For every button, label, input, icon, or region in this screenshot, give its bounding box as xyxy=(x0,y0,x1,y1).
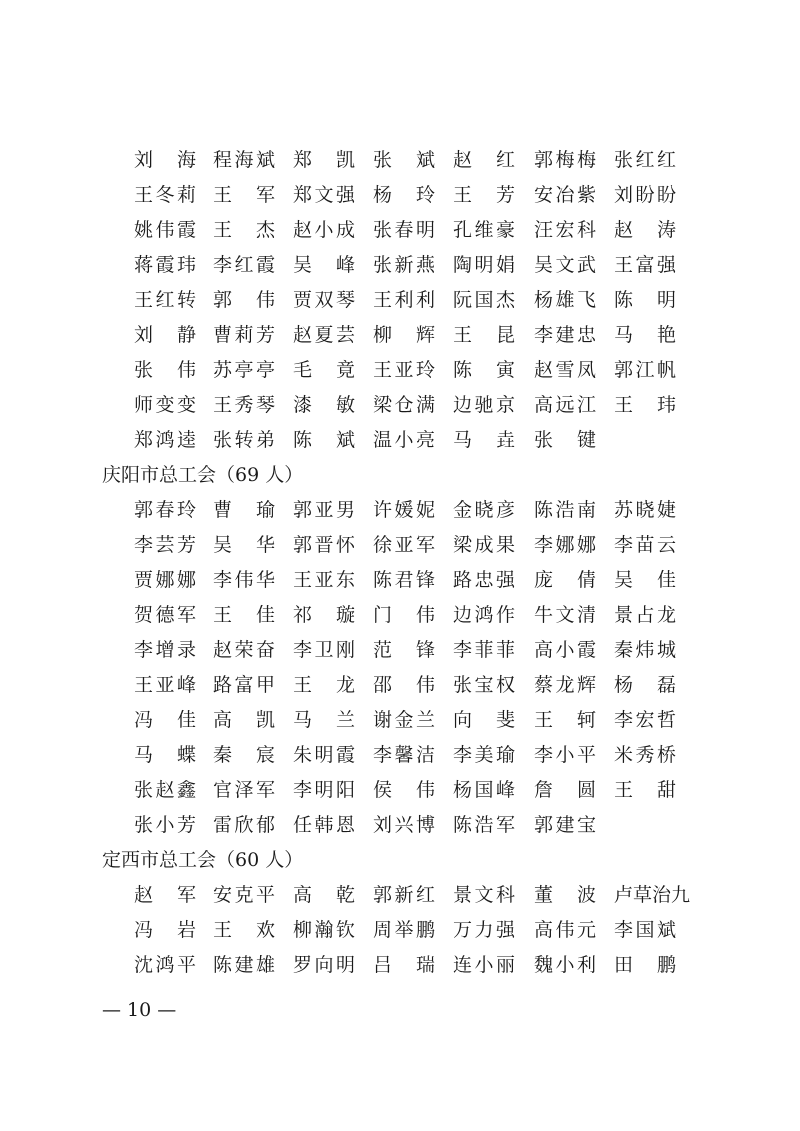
person-name: 贺德军 xyxy=(134,604,196,626)
person-name: 柳 辉 xyxy=(373,324,435,346)
person-name: 王 昆 xyxy=(453,324,515,346)
person-name: 李宏哲 xyxy=(614,709,676,731)
name-row xyxy=(0,353,800,388)
person-name: 王 龙 xyxy=(293,674,355,696)
person-name: 陈 明 xyxy=(614,289,676,311)
person-name: 马 蝶 xyxy=(134,744,196,766)
person-name: 吴文武 xyxy=(534,254,596,276)
name-row xyxy=(0,668,800,703)
person-name: 姚伟霞 xyxy=(134,219,196,241)
person-name: 陈建雄 xyxy=(213,954,275,976)
person-name: 王 玮 xyxy=(614,394,676,416)
name-row xyxy=(0,878,800,913)
person-name: 詹 圆 xyxy=(534,779,596,801)
name-row xyxy=(0,598,800,633)
person-name: 边驰京 xyxy=(453,394,515,416)
name-row xyxy=(0,213,800,248)
person-name: 田 鹏 xyxy=(614,954,676,976)
person-name: 李苗云 xyxy=(614,534,676,556)
name-row xyxy=(0,808,800,843)
person-name: 李增录 xyxy=(134,639,196,661)
person-name: 赵夏芸 xyxy=(293,324,355,346)
person-name: 刘兴博 xyxy=(373,814,435,836)
person-name: 吴 佳 xyxy=(614,569,676,591)
person-name: 孔维豪 xyxy=(453,219,515,241)
person-name: 刘盼盼 xyxy=(614,184,676,206)
name-row xyxy=(0,388,800,423)
person-name: 魏小利 xyxy=(534,954,596,976)
person-name: 李红霞 xyxy=(213,254,275,276)
person-name: 赵荣奋 xyxy=(213,639,275,661)
person-name: 李芸芳 xyxy=(134,534,196,556)
person-name: 柳瀚钦 xyxy=(293,919,355,941)
name-row xyxy=(0,528,800,563)
person-name: 高伟元 xyxy=(534,919,596,941)
person-name: 刘 静 xyxy=(134,324,196,346)
person-name: 吴 华 xyxy=(213,534,275,556)
person-name: 李明阳 xyxy=(293,779,355,801)
person-name: 高远江 xyxy=(534,394,596,416)
person-name: 王亚峰 xyxy=(134,674,196,696)
person-name: 卢草治九 xyxy=(614,884,691,906)
person-name: 张小芳 xyxy=(134,814,196,836)
person-name: 张赵鑫 xyxy=(134,779,196,801)
person-name: 马 艳 xyxy=(614,324,676,346)
person-name: 门 伟 xyxy=(373,604,435,626)
person-name: 许媛妮 xyxy=(373,499,435,521)
person-name: 杨 磊 xyxy=(614,674,676,696)
name-list xyxy=(0,143,800,458)
name-row xyxy=(0,913,800,948)
person-name: 张宝权 xyxy=(453,674,515,696)
person-name: 李美瑜 xyxy=(453,744,515,766)
person-name: 王 杰 xyxy=(213,219,275,241)
person-name: 王红转 xyxy=(134,289,196,311)
person-name: 郭江帆 xyxy=(614,359,676,381)
person-name: 李馨洁 xyxy=(373,744,435,766)
person-name: 徐亚军 xyxy=(373,534,435,556)
person-name: 高 凯 xyxy=(213,709,275,731)
person-name: 蒋霞玮 xyxy=(134,254,196,276)
person-name: 王 甜 xyxy=(614,779,676,801)
name-list xyxy=(0,493,800,843)
person-name: 王亚玲 xyxy=(373,359,435,381)
name-list xyxy=(0,878,800,983)
person-name: 高 乾 xyxy=(293,884,355,906)
person-name: 李建忠 xyxy=(534,324,596,346)
person-name: 郭建宝 xyxy=(534,814,596,836)
person-name: 吴 峰 xyxy=(293,254,355,276)
person-name: 冯 岩 xyxy=(134,919,196,941)
person-name: 郭晋怀 xyxy=(293,534,355,556)
person-name: 张新燕 xyxy=(373,254,435,276)
person-name: 侯 伟 xyxy=(373,779,435,801)
person-name: 吕 瑞 xyxy=(373,954,435,976)
name-row xyxy=(0,143,800,178)
person-name: 马 兰 xyxy=(293,709,355,731)
person-name: 边鸿作 xyxy=(453,604,515,626)
person-name: 梁仓满 xyxy=(373,394,435,416)
person-name: 郑 凯 xyxy=(293,149,355,171)
name-row xyxy=(0,493,800,528)
person-name: 路忠强 xyxy=(453,569,515,591)
person-name: 阮国杰 xyxy=(453,289,515,311)
person-name: 张红红 xyxy=(614,149,676,171)
person-name: 万力强 xyxy=(453,919,515,941)
person-name: 高小霞 xyxy=(534,639,596,661)
name-row xyxy=(0,423,800,458)
person-name: 郑文强 xyxy=(293,184,355,206)
person-name: 郭梅梅 xyxy=(534,149,596,171)
name-row xyxy=(0,738,800,773)
person-name: 罗向明 xyxy=(293,954,355,976)
person-name: 安冶紫 xyxy=(534,184,596,206)
person-name: 米秀桥 xyxy=(614,744,676,766)
person-name: 李伟华 xyxy=(213,569,275,591)
person-name: 董 波 xyxy=(534,884,596,906)
person-name: 毛 竟 xyxy=(293,359,355,381)
name-row xyxy=(0,948,800,983)
person-name: 陈浩南 xyxy=(534,499,596,521)
page-number: — 10 — xyxy=(102,999,177,1021)
person-name: 曹 瑜 xyxy=(213,499,275,521)
name-row xyxy=(0,178,800,213)
person-name: 郭 伟 xyxy=(213,289,275,311)
person-name: 赵小成 xyxy=(293,219,355,241)
person-name: 沈鸿平 xyxy=(134,954,196,976)
person-name: 王亚东 xyxy=(293,569,355,591)
person-name: 秦炜城 xyxy=(614,639,676,661)
person-name: 漆 敏 xyxy=(293,394,355,416)
name-row xyxy=(0,283,800,318)
person-name: 谢金兰 xyxy=(373,709,435,731)
name-row xyxy=(0,773,800,808)
person-name: 陈浩军 xyxy=(453,814,515,836)
person-name: 温小亮 xyxy=(373,429,435,451)
name-row xyxy=(0,318,800,353)
person-name: 郭春玲 xyxy=(134,499,196,521)
person-name: 庞 倩 xyxy=(534,569,596,591)
person-name: 赵 军 xyxy=(134,884,196,906)
person-name: 向 斐 xyxy=(453,709,515,731)
person-name: 李小平 xyxy=(534,744,596,766)
person-name: 景占龙 xyxy=(614,604,676,626)
person-name: 赵 红 xyxy=(453,149,515,171)
person-name: 梁成果 xyxy=(453,534,515,556)
person-name: 王 欢 xyxy=(213,919,275,941)
name-row xyxy=(0,563,800,598)
person-name: 李菲菲 xyxy=(453,639,515,661)
person-name: 郭新红 xyxy=(373,884,435,906)
person-name: 贾娜娜 xyxy=(134,569,196,591)
person-name: 张 伟 xyxy=(134,359,196,381)
person-name: 蔡龙辉 xyxy=(534,674,596,696)
person-name: 冯 佳 xyxy=(134,709,196,731)
person-name: 陶明娟 xyxy=(453,254,515,276)
person-name: 王 轲 xyxy=(534,709,596,731)
person-name: 任韩恩 xyxy=(293,814,355,836)
person-name: 王 军 xyxy=(213,184,275,206)
person-name: 马 垚 xyxy=(453,429,515,451)
person-name: 张 斌 xyxy=(373,149,435,171)
person-name: 赵雪凤 xyxy=(534,359,596,381)
person-name: 杨国峰 xyxy=(453,779,515,801)
person-name: 陈 斌 xyxy=(293,429,355,451)
person-name: 贾双琴 xyxy=(293,289,355,311)
person-name: 王富强 xyxy=(614,254,676,276)
person-name: 王利利 xyxy=(373,289,435,311)
name-row xyxy=(0,248,800,283)
person-name: 祁 璇 xyxy=(293,604,355,626)
person-name: 李国斌 xyxy=(614,919,676,941)
person-name: 杨雄飞 xyxy=(534,289,596,311)
person-name: 杨 玲 xyxy=(373,184,435,206)
person-name: 秦 宸 xyxy=(213,744,275,766)
name-row xyxy=(0,703,800,738)
person-name: 曹莉芳 xyxy=(213,324,275,346)
person-name: 牛文清 xyxy=(534,604,596,626)
person-name: 张春明 xyxy=(373,219,435,241)
person-name: 景文科 xyxy=(453,884,515,906)
person-name: 王 佳 xyxy=(213,604,275,626)
name-row xyxy=(0,633,800,668)
person-name: 范 锋 xyxy=(373,639,435,661)
person-name: 苏亭亭 xyxy=(213,359,275,381)
person-name: 朱明霞 xyxy=(293,744,355,766)
person-name: 汪宏科 xyxy=(534,219,596,241)
person-name: 赵 涛 xyxy=(614,219,676,241)
person-name: 张转弟 xyxy=(213,429,275,451)
person-name: 郑鸿逵 xyxy=(134,429,196,451)
person-name: 程海斌 xyxy=(213,149,275,171)
person-name: 陈君锋 xyxy=(373,569,435,591)
person-name: 郭亚男 xyxy=(293,499,355,521)
person-name: 李娜娜 xyxy=(534,534,596,556)
person-name: 雷欣郁 xyxy=(213,814,275,836)
section-heading: 定西市总工会（60 人） xyxy=(102,849,304,871)
person-name: 刘 海 xyxy=(134,149,196,171)
person-name: 王秀琴 xyxy=(213,394,275,416)
person-name: 官泽军 xyxy=(213,779,275,801)
person-name: 金晓彦 xyxy=(453,499,515,521)
person-name: 邵 伟 xyxy=(373,674,435,696)
section-heading: 庆阳市总工会（69 人） xyxy=(102,464,304,486)
person-name: 安克平 xyxy=(213,884,275,906)
person-name: 路富甲 xyxy=(213,674,275,696)
person-name: 连小丽 xyxy=(453,954,515,976)
person-name: 李卫刚 xyxy=(293,639,355,661)
person-name: 周举鹏 xyxy=(373,919,435,941)
person-name: 陈 寅 xyxy=(453,359,515,381)
person-name: 王 芳 xyxy=(453,184,515,206)
person-name: 师变变 xyxy=(134,394,196,416)
person-name: 王冬莉 xyxy=(134,184,196,206)
person-name: 张 键 xyxy=(534,429,596,451)
person-name: 苏晓婕 xyxy=(614,499,676,521)
section-continued xyxy=(0,143,800,458)
